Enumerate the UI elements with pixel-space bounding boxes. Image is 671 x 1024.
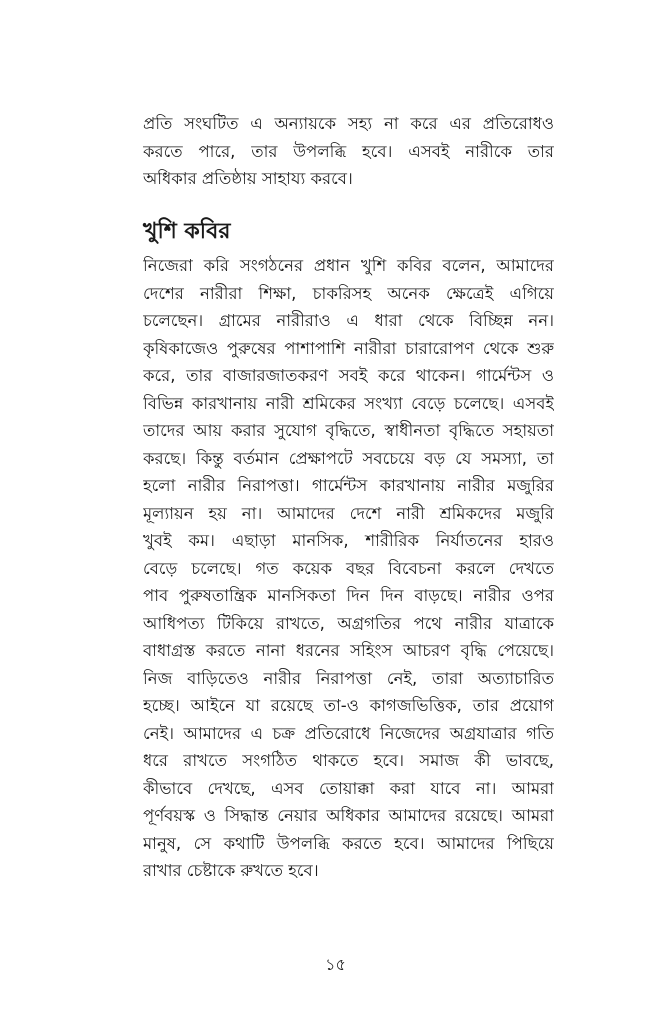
- text-line: চলেছেন। গ্রামের নারীরাও এ ধারা থেকে বিচ্ছিন্ন নন।: [143, 311, 554, 330]
- body-paragraph: [143, 252, 554, 885]
- text-line: মূল্যায়ন হয় না। আমাদের দেশে নারী শ্রমিকদের মজুরি: [143, 503, 554, 523]
- text-line: নিজেরা করি সংগঠনের প্রধান খুশি কবির বলেন, আমাদের: [143, 256, 554, 275]
- text-line: নিজ বাড়িতেও নারীর নিরাপত্তা নেই, তারা অত্যাচারিত: [143, 668, 554, 688]
- text-line: কীভাবে দেখছে, এসব তোয়াক্কা করা যাবে না। আমরা: [143, 778, 554, 798]
- text-line: করে, তার বাজারজাতকরণ সবই করে থাকেন। গার্মেন্টস ও: [143, 366, 554, 385]
- text-line: প্রতি সংঘটিত এ অন্যায়কে সহ্য না করে এর প্রতিরোধও: [143, 114, 554, 133]
- text-line: ধরে রাখতে সংগঠিত থাকতে হবে। সমাজ কী ভাবছে,: [143, 751, 554, 770]
- text-line: হচ্ছে। আইনে যা রয়েছে তা-ও কাগজভিত্তিক, তার প্রয়োগ: [143, 696, 554, 715]
- text-line: হলো নারীর নিরাপত্তা। গার্মেন্টস কারখানায় নারীর মজুরির: [143, 476, 554, 495]
- text-line: অধিকার প্রতিষ্ঠায় সাহায্য করবে।: [143, 169, 353, 188]
- text-line: করতে পারে, তার উপলব্ধি হবে। এসবই নারীকে তার: [143, 141, 554, 161]
- text-line: নেই। আমাদের এ চক্র প্রতিরোধে নিজেদের অগ্রযাত্রার গতি: [143, 723, 554, 743]
- text-line: বাধাগ্রস্ত করতে নানা ধরনের সহিংস আচরণ বৃদ্ধি পেয়েছে।: [143, 641, 554, 660]
- text-line: রাখার চেষ্টাকে রুখতে হবে।: [143, 861, 319, 880]
- text-line: পাব পুরুষতান্ত্রিক মানসিকতা দিন দিন বাড়ছে। নারীর ওপর: [143, 586, 554, 605]
- text-line: আধিপত্য টিকিয়ে রাখতে, অগ্রগতির পথে নারীর যাত্রাকে: [143, 613, 554, 633]
- text-line: পূর্ণবয়স্ক ও সিদ্ধান্ত নেয়ার অধিকার আমাদের রয়েছে। আমরা: [143, 806, 554, 825]
- intro-paragraph: [143, 110, 554, 193]
- text-line: খুবই কম। এছাড়া মানসিক, শারীরিক নির্যাতনের হারও: [143, 531, 554, 550]
- text-line: মানুষ, সে কথাটি উপলব্ধি করতে হবে। আমাদের পিছিয়ে: [143, 833, 554, 853]
- text-line: কৃষিকাজেও পুরুষের পাশাপাশি নারীরা চারারোপণ থেকে শুরু: [143, 338, 554, 358]
- text-line: করছে। কিন্তু বর্তমান প্রেক্ষাপটে সবচেয়ে বড় যে সমস্যা, তা: [143, 448, 554, 468]
- text-line: তাদের আয় করার সুযোগ বৃদ্ধিতে, স্বাধীনতা বৃদ্ধিতে সহায়তা: [143, 421, 554, 440]
- text-line: বিভিন্ন কারখানায় নারী শ্রমিকের সংখ্যা বেড়ে চলেছে। এসবই: [143, 393, 554, 413]
- page-number: ১৫: [325, 955, 346, 974]
- text-line: দেশের নারীরা শিক্ষা, চাকরিসহ অনেক ক্ষেত্রেই এগিয়ে: [143, 283, 554, 303]
- text-line: বেড়ে চলেছে। গত কয়েক বছর বিবেচনা করলে দেখতে: [143, 558, 554, 578]
- section-heading: খুশি কবির: [143, 219, 231, 244]
